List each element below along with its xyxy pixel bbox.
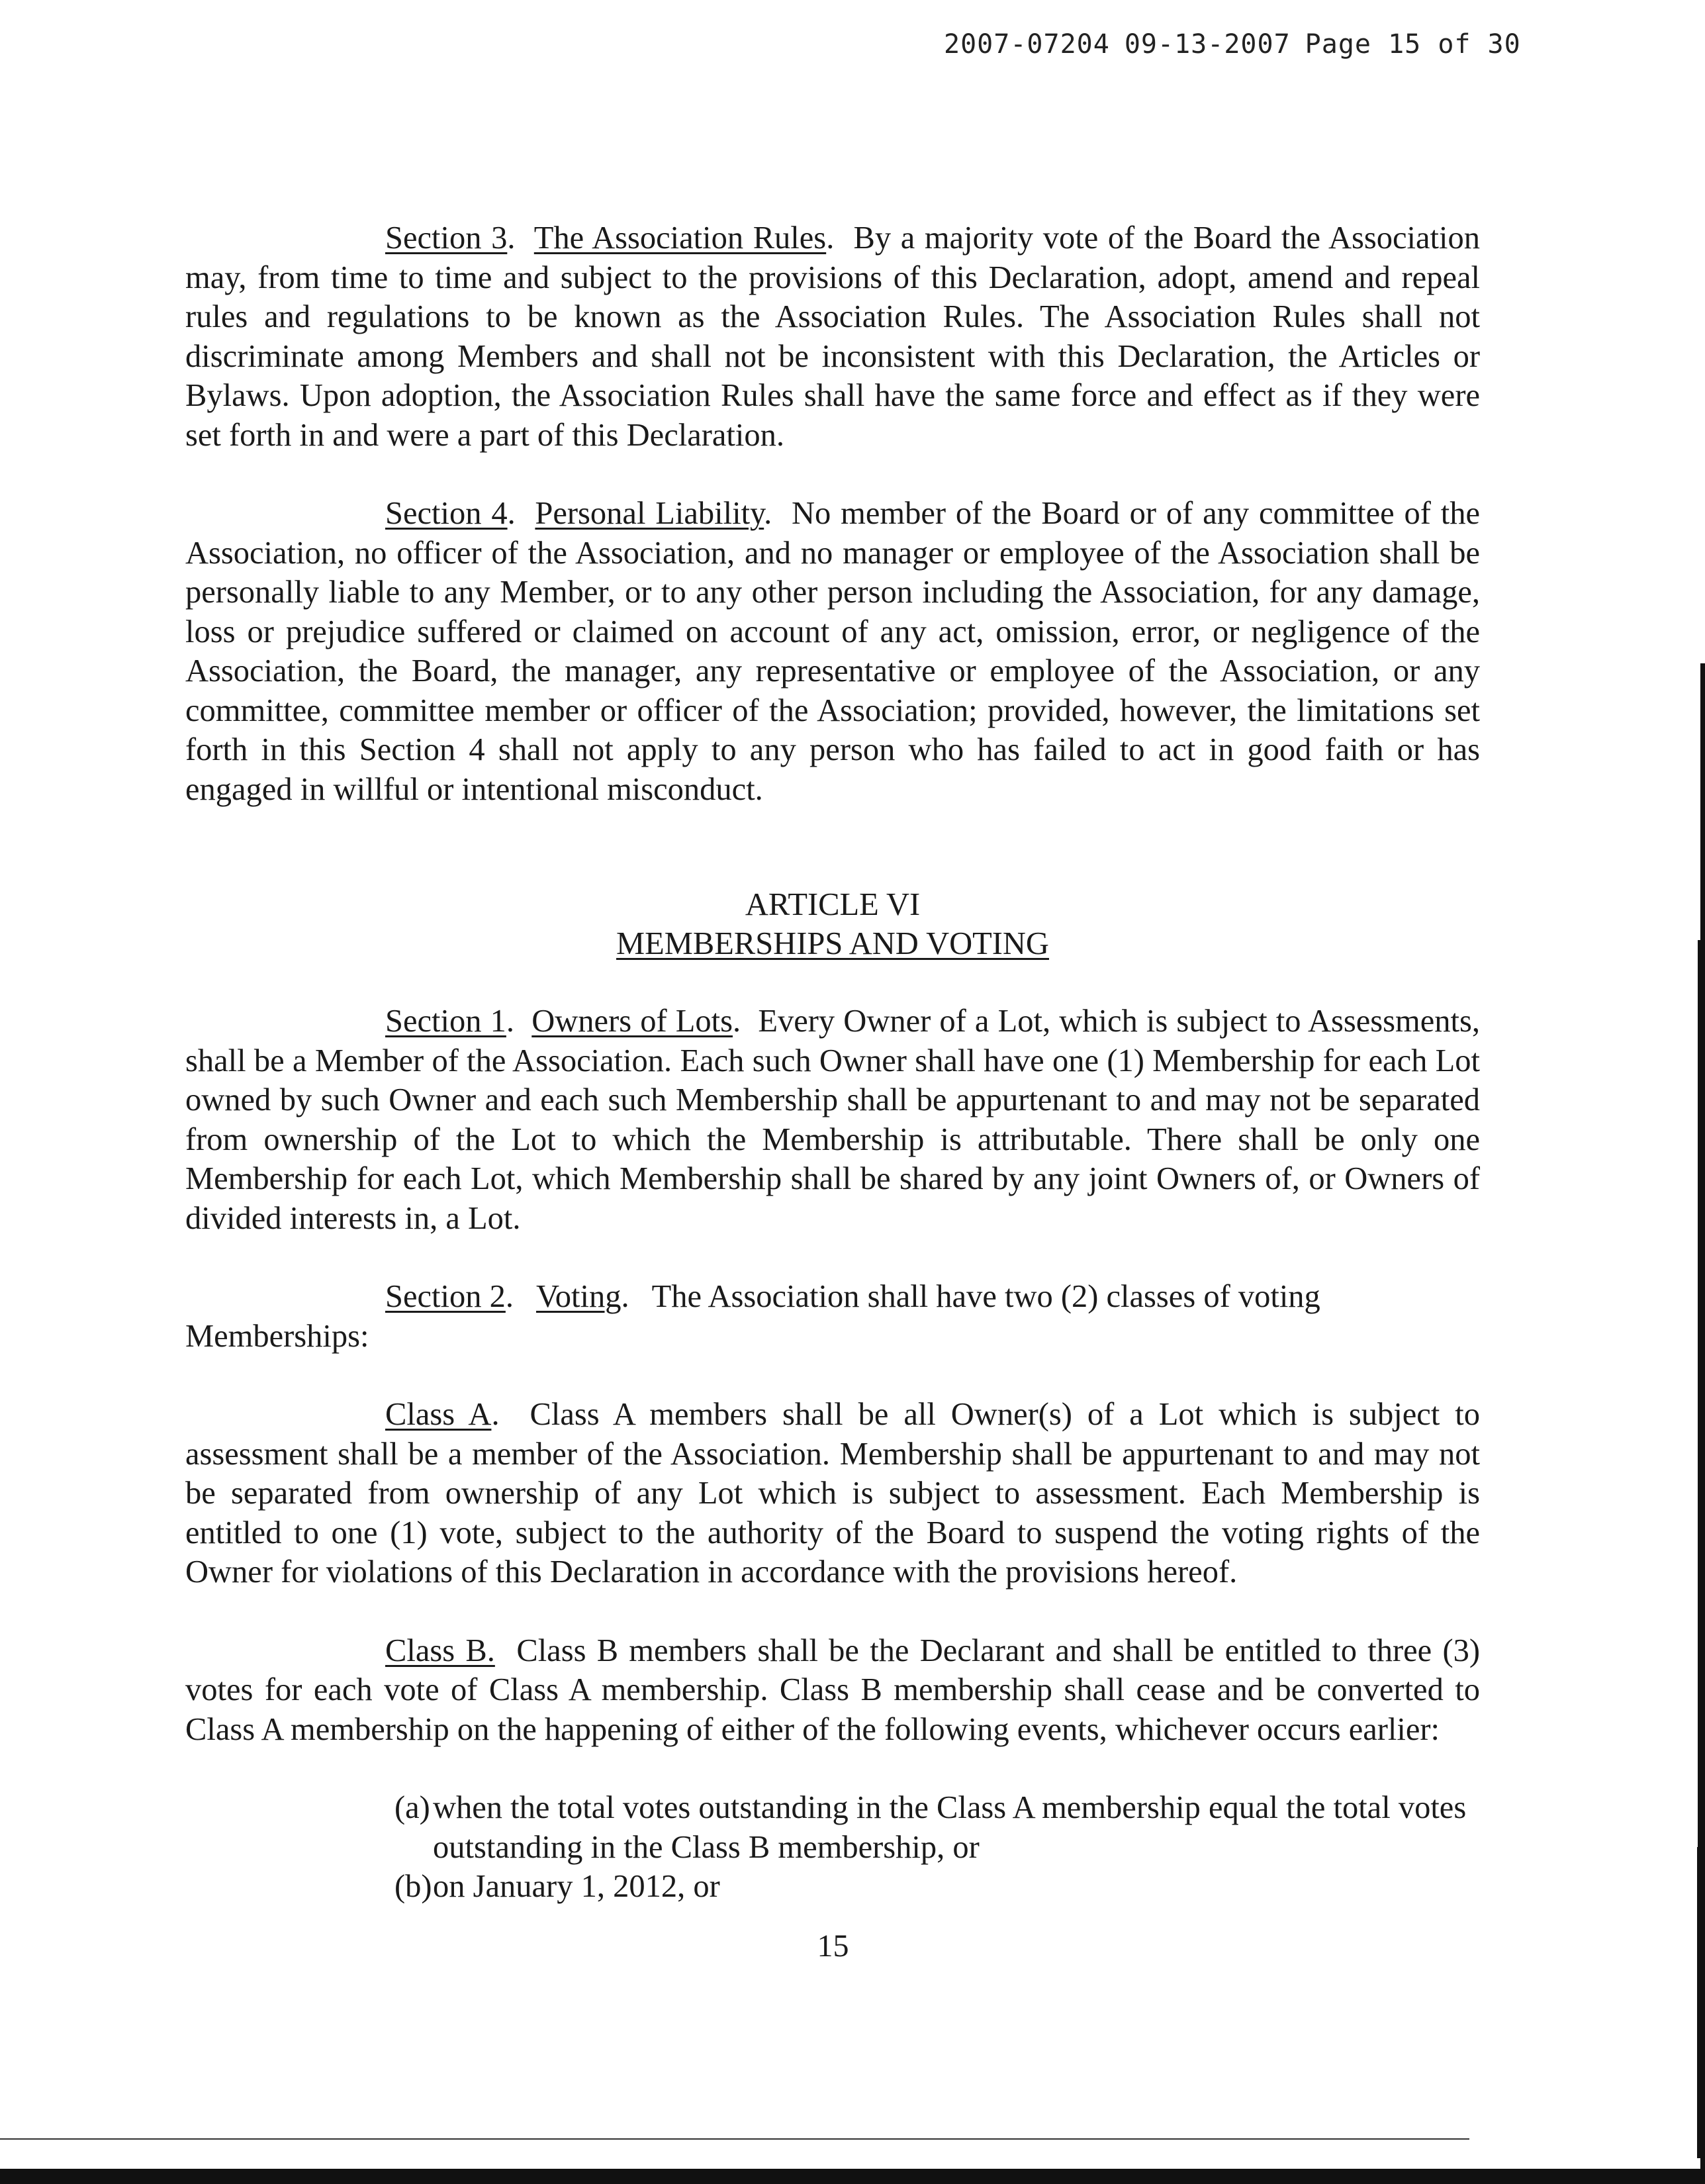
- section-4-label: Section 4: [385, 496, 508, 531]
- section-4-paragraph: Section 4. Personal Liability. No member of the Board or of any committee of the Association, no officer of the Association, and no manager or employee of the Association shall be personally liable to any Member, or to any other person including the Association, for any damage, loss or prejudice suffered or claimed on account of any act, omission, error, or negligence of the Association, the Board, the manager, any representative or employee of the Association, or any committee, committee member or officer of the Association; provided, however, the limitations set forth in this Section 4 shall not apply to any person who has failed to act in good faith or has engaged in willful or intentional misconduct.: [185, 496, 1481, 807]
- art6-section-2-title: Voting: [535, 1279, 622, 1314]
- article-heading: [185, 885, 1480, 963]
- page-number: [0, 1928, 1705, 1964]
- list-item-marker: (a): [394, 1790, 430, 1825]
- section-4-body: No member of the Board or of any committee of the Association, no officer of the Association, and no manager or employee of the Association shall be personally liable to any Member, or to any other person including the Association, for any damage, loss or prejudice suffered or claimed on account of any act, omission, error, or negligence of the Association, the Board, the manager, any representative or employee of the Association, or any committee, committee member or officer of the Association; provided, however, the limitations set forth in this Section 4 shall not apply to any person who has failed to act in good faith or has engaged in willful or intentional misconduct.: [185, 496, 1481, 807]
- document-date: 09-13-2007: [1124, 29, 1291, 60]
- class-b-label: Class B.: [385, 1633, 495, 1668]
- article-6-section-1-paragraph: Section 1. Owners of Lots. Every Owner of a Lot, which is subject to Assessments, shall be a Member of the Association. Each such Owner shall have one (1) Membership for each Lot owned by such Owner and each such Membership shall be appurtenant to and may not be separated from ownership of the Lot to which the Membership is attributable. There shall be only one Membership for each Lot, which Membership shall be shared by any joint Owners of, or Owners of divided interests in, a Lot.: [185, 1004, 1481, 1236]
- art6-section-2-label: Section 2: [385, 1279, 506, 1314]
- article-title: MEMBERSHIPS AND VOTING: [616, 926, 1049, 961]
- conversion-events-list: [185, 1788, 1480, 1907]
- scan-artifact-bottom-edge: [0, 2169, 1705, 2184]
- section-4-title: Personal Liability: [535, 496, 764, 531]
- class-a-body: Class A members shall be all Owner(s) of a Lot which is subject to assessment shall be a member of the Association. Membership shall be appurtenant to and may not be separated from ownership of any Lot which is subject to assessment. Each Membership is entitled to one (1) vote, subject to the authority of the Board to suspend the voting rights of the Owner for violations of this Declaration in accordance with the provisions hereof.: [185, 1397, 1480, 1590]
- article-number: ARTICLE VI: [745, 887, 921, 922]
- class-a-label: Class A: [385, 1397, 492, 1432]
- page-number-text: 15: [817, 1928, 849, 1964]
- list-item: [185, 1788, 1480, 1867]
- scan-artifact-right-edge-thick: [1698, 940, 1703, 1973]
- art6-section-1-title: Owners of Lots: [531, 1004, 733, 1039]
- list-item-text: when the total votes outstanding in the Class A membership equal the total votes outstanding in the Class B membership, or: [433, 1790, 1467, 1865]
- section-3-paragraph: Section 3. The Association Rules. By a majority vote of the Board the Association may, from time to time and subject to the provisions of this Declaration, adopt, amend and repeal rules and regulations to be known as the Association Rules. The Association Rules shall not discriminate among Members and shall not be inconsistent with this Declaration, the Articles or Bylaws. Upon adoption, the Association Rules shall have the same force and effect as if they were set forth in and were a part of this Declaration.: [185, 220, 1481, 453]
- scan-artifact-right-edge-lower: [1697, 1847, 1704, 2158]
- class-b-paragraph: [185, 1631, 1480, 1750]
- fax-header-stamp: [944, 29, 1536, 60]
- list-item: [185, 1867, 1480, 1907]
- list-item-marker: (b): [394, 1869, 432, 1904]
- section-3-body: By a majority vote of the Board the Association may, from time to time and subject to the provisions of this Declaration, adopt, amend and repeal rules and regulations to be known as the Association Rules. The Association Rules shall not discriminate among Members and shall not be inconsistent with this Declaration, the Articles or Bylaws. Upon adoption, the Association Rules shall have the same force and effect as if they were set forth in and were a part of this Declaration.: [185, 220, 1481, 453]
- page-counter: Page 15 of 30: [1305, 29, 1521, 60]
- document-body: [185, 218, 1480, 1907]
- article-6-section-2-continued: Memberships:: [185, 1318, 369, 1354]
- section-3-label: Section 3: [385, 220, 508, 256]
- art6-section-1-label: Section 1: [385, 1004, 506, 1039]
- document-number: 2007-07204: [944, 29, 1110, 60]
- art6-section-1-body: Every Owner of a Lot, which is subject to Assessments, shall be a Member of the Association. Each such Owner shall have one (1) Membership for each Lot owned by such Owner and each such Membership shall be appurtenant to and may not be separated from ownership of the Lot to which the Membership is attributable. There shall be only one Membership for each Lot, which Membership shall be shared by any joint Owners of, or Owners of divided interests in, a Lot.: [185, 1004, 1481, 1236]
- article-6-section-2-line: Section 2. Voting. The Association shall have two (2) classes of voting: [385, 1279, 1320, 1314]
- section-3-title: The Association Rules: [533, 220, 827, 256]
- art6-section-2-body: The Association shall have two (2) classes of voting: [651, 1279, 1320, 1314]
- scan-artifact-line: [0, 2138, 1469, 2140]
- class-a-paragraph: Class A. Class A members shall be all Owner(s) of a Lot which is subject to assessment shall be a member of the Association. Membership shall be appurtenant to and may not be separated from ownership of any Lot which is subject to assessment. Each Membership is entitled to one (1) vote, subject to the authority of the Board to suspend the voting rights of the Owner for violations of this Declaration in accordance with the provisions hereof.: [185, 1397, 1480, 1590]
- class-b-body: Class B members shall be the Declarant and shall be entitled to three (3) votes for each vote of Class A membership. Class B membership shall cease and be converted to Class A membership on the happening of either of the following events, whichever occurs earlier:: [185, 1633, 1481, 1747]
- list-item-text: on January 1, 2012, or: [433, 1869, 720, 1904]
